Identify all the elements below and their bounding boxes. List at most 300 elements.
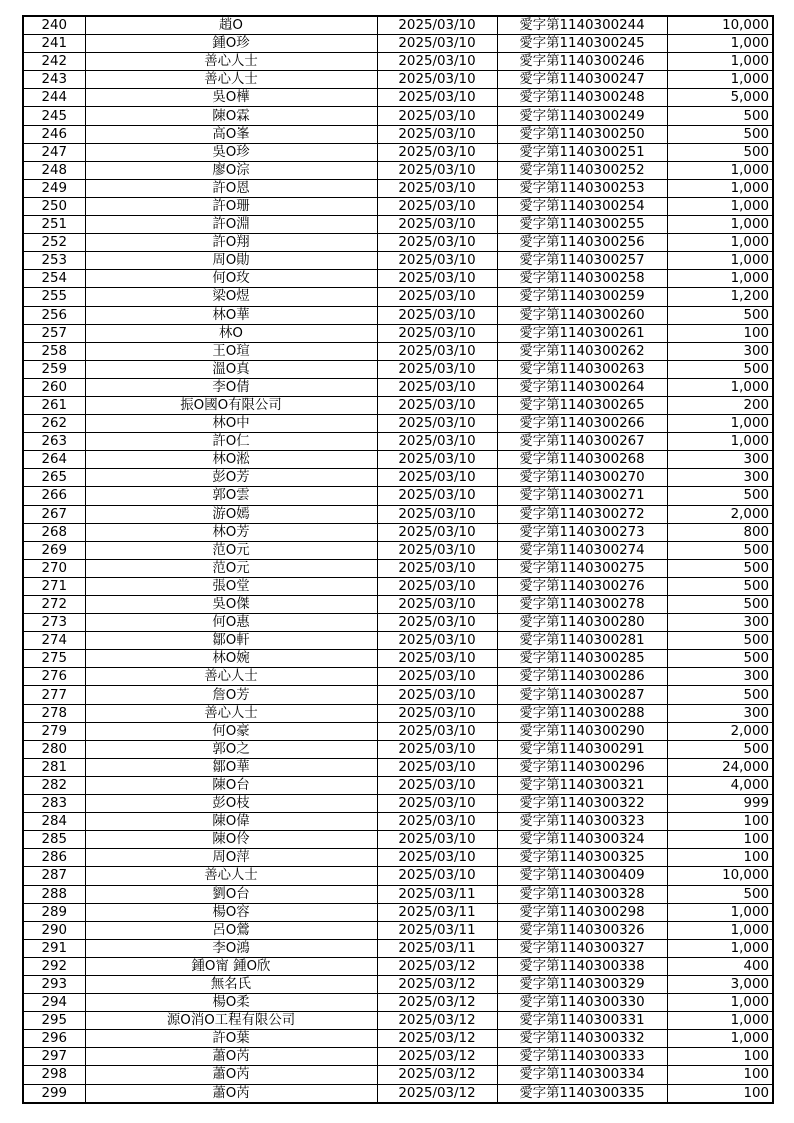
row-number-cell: 279 <box>23 722 85 740</box>
donor-name-cell: 何O玫 <box>85 270 377 288</box>
table-row <box>23 1012 773 1030</box>
receipt-number-cell: 愛字第1140300274 <box>497 541 667 559</box>
donor-name-cell: 楊O柔 <box>85 994 377 1012</box>
table-row <box>23 324 773 342</box>
donation-date-cell: 2025/03/10 <box>377 179 497 197</box>
donation-date-cell: 2025/03/10 <box>377 415 497 433</box>
receipt-number-cell: 愛字第1140300409 <box>497 867 667 885</box>
receipt-number-cell: 愛字第1140300286 <box>497 668 667 686</box>
amount-cell: 500 <box>667 632 773 650</box>
row-number-cell: 255 <box>23 288 85 306</box>
table-row <box>23 1066 773 1084</box>
row-number-cell: 251 <box>23 216 85 234</box>
row-number-cell: 247 <box>23 143 85 161</box>
amount-cell: 300 <box>667 451 773 469</box>
amount-cell: 1,000 <box>667 1012 773 1030</box>
table-row <box>23 776 773 794</box>
receipt-number-cell: 愛字第1140300323 <box>497 813 667 831</box>
donor-name-cell: 吳O傑 <box>85 596 377 614</box>
row-number-cell: 286 <box>23 849 85 867</box>
receipt-number-cell: 愛字第1140300267 <box>497 433 667 451</box>
amount-cell: 100 <box>667 813 773 831</box>
donation-date-cell: 2025/03/10 <box>377 378 497 396</box>
receipt-number-cell: 愛字第1140300281 <box>497 632 667 650</box>
donation-date-cell: 2025/03/11 <box>377 885 497 903</box>
donor-name-cell: 林O淞 <box>85 451 377 469</box>
table-row <box>23 71 773 89</box>
amount-cell: 1,000 <box>667 939 773 957</box>
amount-cell: 100 <box>667 849 773 867</box>
table-row <box>23 650 773 668</box>
table-row <box>23 939 773 957</box>
row-number-cell: 277 <box>23 686 85 704</box>
table-row <box>23 342 773 360</box>
donor-name-cell: 劉O台 <box>85 885 377 903</box>
receipt-number-cell: 愛字第1140300252 <box>497 161 667 179</box>
donation-date-cell: 2025/03/10 <box>377 16 497 35</box>
amount-cell: 500 <box>667 306 773 324</box>
table-row <box>23 143 773 161</box>
table-row <box>23 632 773 650</box>
donor-name-cell: 許O珊 <box>85 197 377 215</box>
receipt-number-cell: 愛字第1140300332 <box>497 1030 667 1048</box>
donation-date-cell: 2025/03/10 <box>377 523 497 541</box>
donor-name-cell: 善心人士 <box>85 53 377 71</box>
receipt-number-cell: 愛字第1140300250 <box>497 125 667 143</box>
receipt-number-cell: 愛字第1140300262 <box>497 342 667 360</box>
row-number-cell: 262 <box>23 415 85 433</box>
donation-date-cell: 2025/03/10 <box>377 107 497 125</box>
table-row <box>23 161 773 179</box>
row-number-cell: 298 <box>23 1066 85 1084</box>
table-row <box>23 469 773 487</box>
table-row <box>23 885 773 903</box>
donor-name-cell: 何O惠 <box>85 614 377 632</box>
donor-name-cell: 許O恩 <box>85 179 377 197</box>
donation-date-cell: 2025/03/12 <box>377 957 497 975</box>
donor-name-cell: 詹O芳 <box>85 686 377 704</box>
row-number-cell: 284 <box>23 813 85 831</box>
amount-cell: 500 <box>667 487 773 505</box>
donor-name-cell: 趙O <box>85 16 377 35</box>
amount-cell: 300 <box>667 614 773 632</box>
table-row <box>23 16 773 35</box>
donation-date-cell: 2025/03/10 <box>377 596 497 614</box>
row-number-cell: 259 <box>23 360 85 378</box>
row-number-cell: 263 <box>23 433 85 451</box>
receipt-number-cell: 愛字第1140300288 <box>497 704 667 722</box>
donor-name-cell: 梁O煜 <box>85 288 377 306</box>
donation-date-cell: 2025/03/12 <box>377 1030 497 1048</box>
receipt-number-cell: 愛字第1140300298 <box>497 903 667 921</box>
row-number-cell: 256 <box>23 306 85 324</box>
receipt-number-cell: 愛字第1140300272 <box>497 505 667 523</box>
amount-cell: 500 <box>667 559 773 577</box>
donor-name-cell: 許O葉 <box>85 1030 377 1048</box>
row-number-cell: 283 <box>23 795 85 813</box>
table-row <box>23 994 773 1012</box>
donor-name-cell: 李O鴻 <box>85 939 377 957</box>
table-row <box>23 433 773 451</box>
amount-cell: 1,000 <box>667 433 773 451</box>
table-row <box>23 451 773 469</box>
amount-cell: 300 <box>667 704 773 722</box>
amount-cell: 500 <box>667 740 773 758</box>
donor-name-cell: 善心人士 <box>85 704 377 722</box>
row-number-cell: 275 <box>23 650 85 668</box>
receipt-number-cell: 愛字第1140300263 <box>497 360 667 378</box>
receipt-number-cell: 愛字第1140300253 <box>497 179 667 197</box>
donation-date-cell: 2025/03/10 <box>377 740 497 758</box>
row-number-cell: 299 <box>23 1084 85 1103</box>
receipt-number-cell: 愛字第1140300338 <box>497 957 667 975</box>
table-row <box>23 216 773 234</box>
row-number-cell: 265 <box>23 469 85 487</box>
donation-date-cell: 2025/03/12 <box>377 1012 497 1030</box>
receipt-number-cell: 愛字第1140300251 <box>497 143 667 161</box>
donation-date-cell: 2025/03/10 <box>377 487 497 505</box>
receipt-number-cell: 愛字第1140300331 <box>497 1012 667 1030</box>
donation-date-cell: 2025/03/10 <box>377 813 497 831</box>
table-row <box>23 360 773 378</box>
row-number-cell: 261 <box>23 396 85 414</box>
row-number-cell: 267 <box>23 505 85 523</box>
donor-name-cell: 許O淵 <box>85 216 377 234</box>
donation-date-cell: 2025/03/10 <box>377 505 497 523</box>
row-number-cell: 296 <box>23 1030 85 1048</box>
row-number-cell: 278 <box>23 704 85 722</box>
donor-name-cell: 周O勛 <box>85 252 377 270</box>
receipt-number-cell: 愛字第1140300291 <box>497 740 667 758</box>
receipt-number-cell: 愛字第1140300327 <box>497 939 667 957</box>
donor-name-cell: 彭O芳 <box>85 469 377 487</box>
amount-cell: 1,000 <box>667 994 773 1012</box>
table-row <box>23 704 773 722</box>
amount-cell: 2,000 <box>667 722 773 740</box>
donation-date-cell: 2025/03/10 <box>377 396 497 414</box>
amount-cell: 1,000 <box>667 903 773 921</box>
row-number-cell: 272 <box>23 596 85 614</box>
row-number-cell: 291 <box>23 939 85 957</box>
donor-name-cell: 周O萍 <box>85 849 377 867</box>
receipt-number-cell: 愛字第1140300276 <box>497 577 667 595</box>
amount-cell: 2,000 <box>667 505 773 523</box>
amount-cell: 10,000 <box>667 16 773 35</box>
amount-cell: 999 <box>667 795 773 813</box>
table-row <box>23 577 773 595</box>
donor-name-cell: 郭O雲 <box>85 487 377 505</box>
amount-cell: 3,000 <box>667 975 773 993</box>
table-row <box>23 849 773 867</box>
donation-date-cell: 2025/03/10 <box>377 216 497 234</box>
amount-cell: 1,000 <box>667 1030 773 1048</box>
receipt-number-cell: 愛字第1140300254 <box>497 197 667 215</box>
donor-name-cell: 林O婉 <box>85 650 377 668</box>
amount-cell: 1,000 <box>667 197 773 215</box>
row-number-cell: 280 <box>23 740 85 758</box>
row-number-cell: 289 <box>23 903 85 921</box>
receipt-number-cell: 愛字第1140300334 <box>497 1066 667 1084</box>
receipt-number-cell: 愛字第1140300273 <box>497 523 667 541</box>
amount-cell: 1,000 <box>667 53 773 71</box>
table-row <box>23 197 773 215</box>
donor-name-cell: 溫O真 <box>85 360 377 378</box>
donor-name-cell: 善心人士 <box>85 71 377 89</box>
amount-cell: 1,000 <box>667 35 773 53</box>
donation-date-cell: 2025/03/10 <box>377 867 497 885</box>
donation-date-cell: 2025/03/10 <box>377 559 497 577</box>
amount-cell: 500 <box>667 107 773 125</box>
donor-name-cell: 楊O容 <box>85 903 377 921</box>
receipt-number-cell: 愛字第1140300264 <box>497 378 667 396</box>
table-row <box>23 53 773 71</box>
donor-name-cell: 李O倩 <box>85 378 377 396</box>
amount-cell: 1,000 <box>667 216 773 234</box>
amount-cell: 500 <box>667 143 773 161</box>
receipt-number-cell: 愛字第1140300285 <box>497 650 667 668</box>
donation-date-cell: 2025/03/10 <box>377 270 497 288</box>
receipt-number-cell: 愛字第1140300245 <box>497 35 667 53</box>
amount-cell: 1,000 <box>667 252 773 270</box>
table-row <box>23 903 773 921</box>
amount-cell: 1,000 <box>667 921 773 939</box>
donation-date-cell: 2025/03/12 <box>377 1048 497 1066</box>
donation-date-cell: 2025/03/10 <box>377 722 497 740</box>
row-number-cell: 254 <box>23 270 85 288</box>
donor-name-cell: 吳O樺 <box>85 89 377 107</box>
receipt-number-cell: 愛字第1140300278 <box>497 596 667 614</box>
table-row <box>23 813 773 831</box>
receipt-number-cell: 愛字第1140300328 <box>497 885 667 903</box>
donation-date-cell: 2025/03/11 <box>377 921 497 939</box>
row-number-cell: 257 <box>23 324 85 342</box>
table-row <box>23 975 773 993</box>
row-number-cell: 264 <box>23 451 85 469</box>
amount-cell: 4,000 <box>667 776 773 794</box>
donor-name-cell: 許O仁 <box>85 433 377 451</box>
donation-date-cell: 2025/03/11 <box>377 903 497 921</box>
row-number-cell: 274 <box>23 632 85 650</box>
donor-name-cell: 陳O霖 <box>85 107 377 125</box>
receipt-number-cell: 愛字第1140300261 <box>497 324 667 342</box>
donation-date-cell: 2025/03/10 <box>377 125 497 143</box>
amount-cell: 500 <box>667 596 773 614</box>
donation-date-cell: 2025/03/10 <box>377 197 497 215</box>
donation-date-cell: 2025/03/10 <box>377 614 497 632</box>
donation-date-cell: 2025/03/10 <box>377 795 497 813</box>
amount-cell: 300 <box>667 668 773 686</box>
donor-name-cell: 郭O之 <box>85 740 377 758</box>
receipt-number-cell: 愛字第1140300266 <box>497 415 667 433</box>
donation-table <box>22 15 774 1104</box>
donor-name-cell: 范O元 <box>85 559 377 577</box>
table-row <box>23 1030 773 1048</box>
table-row <box>23 795 773 813</box>
receipt-number-cell: 愛字第1140300333 <box>497 1048 667 1066</box>
receipt-number-cell: 愛字第1140300280 <box>497 614 667 632</box>
donor-name-cell: 林O中 <box>85 415 377 433</box>
row-number-cell: 246 <box>23 125 85 143</box>
amount-cell: 1,000 <box>667 270 773 288</box>
receipt-number-cell: 愛字第1140300325 <box>497 849 667 867</box>
row-number-cell: 260 <box>23 378 85 396</box>
donation-date-cell: 2025/03/10 <box>377 143 497 161</box>
receipt-number-cell: 愛字第1140300258 <box>497 270 667 288</box>
receipt-number-cell: 愛字第1140300247 <box>497 71 667 89</box>
donor-name-cell: 善心人士 <box>85 867 377 885</box>
row-number-cell: 294 <box>23 994 85 1012</box>
amount-cell: 100 <box>667 324 773 342</box>
amount-cell: 500 <box>667 125 773 143</box>
receipt-number-cell: 愛字第1140300324 <box>497 831 667 849</box>
donor-name-cell: 王O瑄 <box>85 342 377 360</box>
amount-cell: 500 <box>667 360 773 378</box>
donation-date-cell: 2025/03/10 <box>377 161 497 179</box>
donation-date-cell: 2025/03/10 <box>377 360 497 378</box>
donor-name-cell: 鄒O華 <box>85 758 377 776</box>
donor-name-cell: 鍾O甯 鍾O欣 <box>85 957 377 975</box>
donor-name-cell: 張O堂 <box>85 577 377 595</box>
row-number-cell: 295 <box>23 1012 85 1030</box>
row-number-cell: 248 <box>23 161 85 179</box>
amount-cell: 300 <box>667 342 773 360</box>
amount-cell: 500 <box>667 686 773 704</box>
receipt-number-cell: 愛字第1140300287 <box>497 686 667 704</box>
receipt-number-cell: 愛字第1140300244 <box>497 16 667 35</box>
receipt-number-cell: 愛字第1140300326 <box>497 921 667 939</box>
donation-date-cell: 2025/03/10 <box>377 469 497 487</box>
donor-name-cell: 高O峯 <box>85 125 377 143</box>
receipt-number-cell: 愛字第1140300335 <box>497 1084 667 1103</box>
donor-name-cell: 林O <box>85 324 377 342</box>
receipt-number-cell: 愛字第1140300330 <box>497 994 667 1012</box>
row-number-cell: 293 <box>23 975 85 993</box>
table-row <box>23 107 773 125</box>
donation-date-cell: 2025/03/10 <box>377 324 497 342</box>
table-row <box>23 559 773 577</box>
row-number-cell: 249 <box>23 179 85 197</box>
receipt-number-cell: 愛字第1140300246 <box>497 53 667 71</box>
table-row <box>23 179 773 197</box>
donation-date-cell: 2025/03/10 <box>377 35 497 53</box>
amount-cell: 1,000 <box>667 71 773 89</box>
table-row <box>23 125 773 143</box>
donor-name-cell: 范O元 <box>85 541 377 559</box>
donor-name-cell: 源O消O工程有限公司 <box>85 1012 377 1030</box>
receipt-number-cell: 愛字第1140300256 <box>497 234 667 252</box>
amount-cell: 500 <box>667 885 773 903</box>
row-number-cell: 241 <box>23 35 85 53</box>
donor-name-cell: 林O華 <box>85 306 377 324</box>
donation-date-cell: 2025/03/10 <box>377 577 497 595</box>
donation-date-cell: 2025/03/10 <box>377 234 497 252</box>
donation-date-cell: 2025/03/10 <box>377 668 497 686</box>
donation-date-cell: 2025/03/10 <box>377 704 497 722</box>
row-number-cell: 273 <box>23 614 85 632</box>
amount-cell: 1,000 <box>667 415 773 433</box>
donation-date-cell: 2025/03/10 <box>377 632 497 650</box>
amount-cell: 200 <box>667 396 773 414</box>
amount-cell: 1,000 <box>667 179 773 197</box>
row-number-cell: 288 <box>23 885 85 903</box>
receipt-number-cell: 愛字第1140300249 <box>497 107 667 125</box>
table-row <box>23 957 773 975</box>
donor-name-cell: 許O翔 <box>85 234 377 252</box>
donor-name-cell: 吳O珍 <box>85 143 377 161</box>
amount-cell: 100 <box>667 831 773 849</box>
amount-cell: 100 <box>667 1066 773 1084</box>
amount-cell: 10,000 <box>667 867 773 885</box>
donation-date-cell: 2025/03/10 <box>377 342 497 360</box>
donor-name-cell: 善心人士 <box>85 668 377 686</box>
donation-date-cell: 2025/03/10 <box>377 686 497 704</box>
donor-name-cell: 何O豪 <box>85 722 377 740</box>
row-number-cell: 242 <box>23 53 85 71</box>
row-number-cell: 268 <box>23 523 85 541</box>
amount-cell: 100 <box>667 1084 773 1103</box>
donor-name-cell: 鄒O軒 <box>85 632 377 650</box>
row-number-cell: 258 <box>23 342 85 360</box>
donation-date-cell: 2025/03/12 <box>377 1066 497 1084</box>
row-number-cell: 243 <box>23 71 85 89</box>
table-row <box>23 270 773 288</box>
row-number-cell: 292 <box>23 957 85 975</box>
donation-date-cell: 2025/03/10 <box>377 288 497 306</box>
table-row <box>23 831 773 849</box>
donor-name-cell: 蕭O芮 <box>85 1084 377 1103</box>
donor-name-cell: 廖O淙 <box>85 161 377 179</box>
receipt-number-cell: 愛字第1140300290 <box>497 722 667 740</box>
table-row <box>23 288 773 306</box>
donor-name-cell: 陳O偉 <box>85 813 377 831</box>
donation-date-cell: 2025/03/10 <box>377 776 497 794</box>
table-row <box>23 722 773 740</box>
receipt-number-cell: 愛字第1140300260 <box>497 306 667 324</box>
donation-date-cell: 2025/03/10 <box>377 252 497 270</box>
table-row <box>23 35 773 53</box>
donation-date-cell: 2025/03/10 <box>377 53 497 71</box>
amount-cell: 300 <box>667 469 773 487</box>
amount-cell: 1,000 <box>667 378 773 396</box>
receipt-number-cell: 愛字第1140300265 <box>497 396 667 414</box>
table-row <box>23 415 773 433</box>
row-number-cell: 269 <box>23 541 85 559</box>
amount-cell: 500 <box>667 577 773 595</box>
donor-name-cell: 彭O枝 <box>85 795 377 813</box>
donor-name-cell: 陳O台 <box>85 776 377 794</box>
donation-date-cell: 2025/03/12 <box>377 975 497 993</box>
receipt-number-cell: 愛字第1140300270 <box>497 469 667 487</box>
table-row <box>23 758 773 776</box>
table-row <box>23 1084 773 1103</box>
table-row <box>23 740 773 758</box>
donor-name-cell: 蕭O芮 <box>85 1048 377 1066</box>
donor-name-cell: 游O嫣 <box>85 505 377 523</box>
table-row <box>23 867 773 885</box>
amount-cell: 500 <box>667 650 773 668</box>
table-row <box>23 306 773 324</box>
table-row <box>23 614 773 632</box>
amount-cell: 24,000 <box>667 758 773 776</box>
donor-name-cell: 蕭O芮 <box>85 1066 377 1084</box>
amount-cell: 1,200 <box>667 288 773 306</box>
receipt-number-cell: 愛字第1140300275 <box>497 559 667 577</box>
table-row <box>23 378 773 396</box>
donation-date-cell: 2025/03/10 <box>377 541 497 559</box>
row-number-cell: 290 <box>23 921 85 939</box>
receipt-number-cell: 愛字第1140300296 <box>497 758 667 776</box>
table-row <box>23 234 773 252</box>
